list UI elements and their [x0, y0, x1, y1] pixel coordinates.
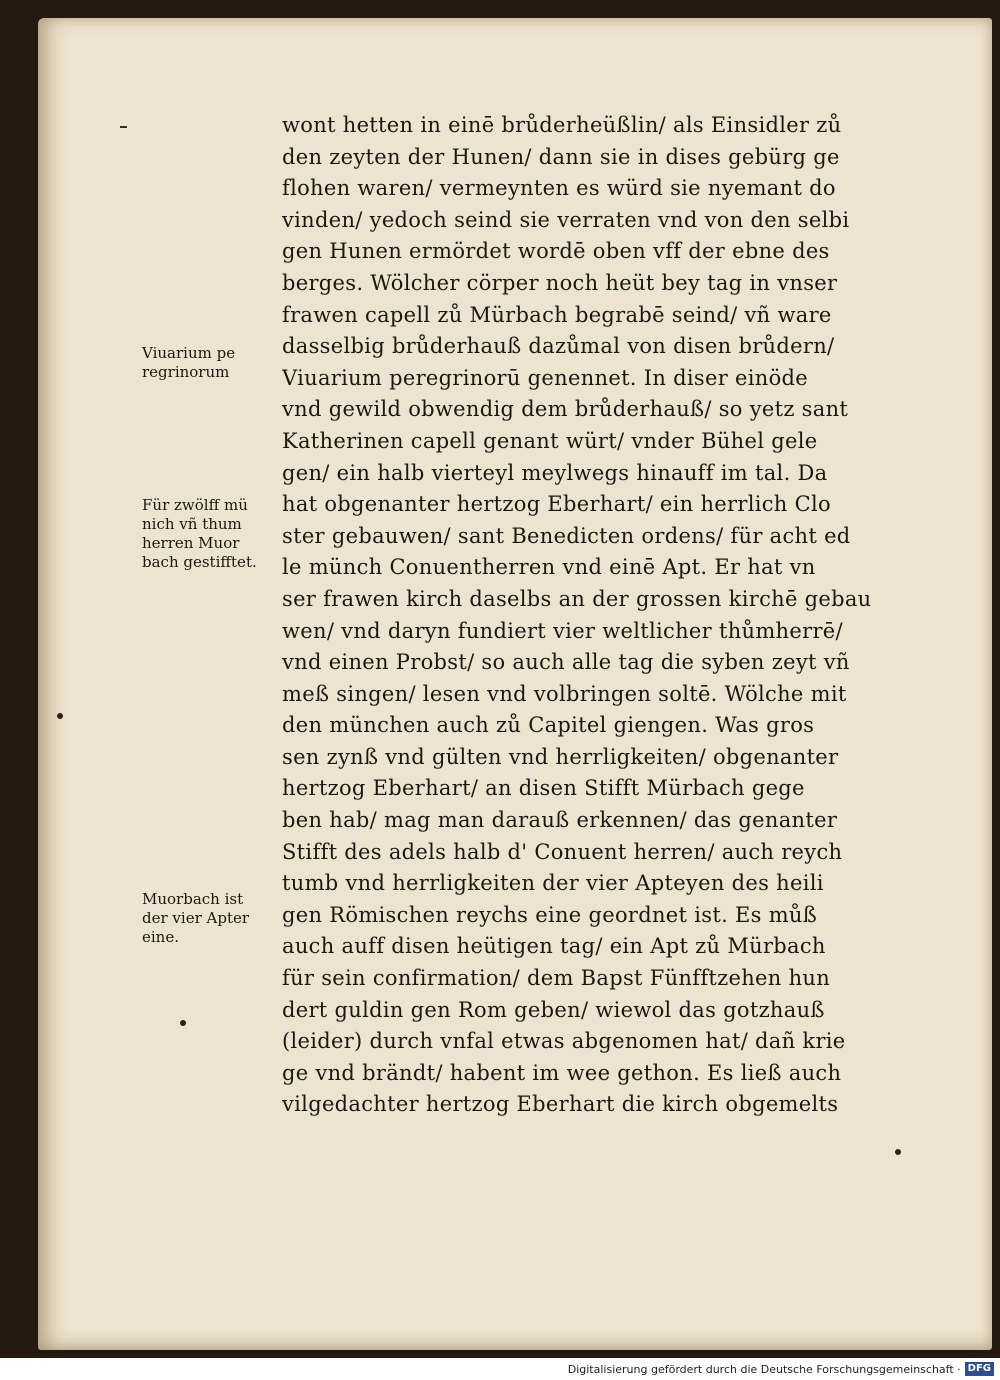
- text-line: gen Hunen ermördet wordē oben vff der ebne des: [282, 239, 830, 264]
- margin-note-line: der vier Apter: [142, 909, 250, 927]
- margin-note-line: bach gestifftet.: [142, 553, 257, 571]
- ink-spot: [57, 713, 63, 719]
- text-line: ster gebauwen/ sant Benedicten ordens/ für acht ed: [282, 523, 851, 548]
- text-line: le münch Conuentherren vnd einē Apt. Er hat vn: [282, 555, 816, 580]
- margin-note-line: eine.: [142, 928, 179, 946]
- ink-mark: [120, 126, 127, 128]
- text-line: tumb vnd herrligkeiten der vier Apteyen des heili: [282, 871, 824, 896]
- margin-note-founding: [142, 496, 282, 572]
- text-line: hertzog Eberhart/ an disen Stifft Mürbach gege: [282, 776, 805, 801]
- ink-spot: [895, 1149, 901, 1155]
- text-line: dasselbig brůderhauß dazůmal von disen brůdern/: [282, 334, 835, 359]
- text-line: ser frawen kirch daselbs an der grossen kirchē gebau: [282, 586, 872, 611]
- text-line: den zeyten der Hunen/ dann sie in dises gebürg ge: [282, 144, 840, 169]
- digitization-footer: [0, 1358, 1000, 1380]
- text-line: frawen capell zů Mürbach begrabē seind/ vñ ware: [282, 302, 832, 327]
- text-line: berges. Wölcher cörper noch heüt bey tag in vnser: [282, 270, 838, 295]
- text-line: vilgedachter hertzog Eberhart die kirch obgemelts: [282, 1092, 839, 1117]
- text-line: gen Römischen reychs eine geordnet ist. Es můß: [282, 902, 818, 927]
- ink-spot: [180, 1020, 186, 1026]
- text-line: vnd einen Probst/ so auch alle tag die syben zeyt vñ: [282, 650, 850, 675]
- margin-note-abbeys: [142, 890, 282, 947]
- dfg-logo: DFG: [965, 1362, 994, 1376]
- text-line: hat obgenanter hertzog Eberhart/ ein herrlich Clo: [282, 492, 831, 517]
- text-line: Katherinen capell genant würt/ vnder Bühel gele: [282, 428, 818, 453]
- body-text: [282, 110, 942, 1121]
- text-line: den münchen auch zů Capitel giengen. Was gros: [282, 713, 815, 738]
- margin-note-line: Muorbach ist: [142, 890, 244, 908]
- text-line: wen/ vnd daryn fundiert vier weltlicher thůmherrē/: [282, 618, 843, 643]
- text-line: flohen waren/ vermeynten es würd sie nyemant do: [282, 176, 836, 201]
- text-line: vinden/ yedoch seind sie verraten vnd von den selbi: [282, 207, 850, 232]
- text-line: Viuarium peregrinorū genennet. In diser einöde: [282, 365, 809, 390]
- margin-note-viuarium: [142, 344, 282, 382]
- text-line: ben hab/ mag man darauß erkennen/ das genanter: [282, 808, 838, 833]
- book-page: [38, 18, 992, 1350]
- text-line: sen zynß vnd gülten vnd herrligkeiten/ obgenanter: [282, 744, 839, 769]
- text-line: gen/ ein halb vierteyl meylwegs hinauff im tal. Da: [282, 460, 828, 485]
- text-line: für sein confirmation/ dem Bapst Fünfftzehen hun: [282, 966, 831, 991]
- margin-note-line: herren Muor: [142, 534, 240, 552]
- footer-credit: Digitalisierung gefördert durch die Deutsche Forschungsgemeinschaft ·: [567, 1362, 961, 1376]
- text-line: wont hetten in einē brůderheüßlin/ als Einsidler zů: [282, 113, 842, 137]
- text-line: vnd gewild obwendig dem brůderhauß/ so yetz sant: [282, 397, 849, 422]
- text-line: (leider) durch vnfal etwas abgenomen hat/ dañ krie: [282, 1029, 846, 1054]
- text-line: ge vnd brändt/ habent im wee gethon. Es ließ auch: [282, 1060, 842, 1085]
- text-line: dert guldin gen Rom geben/ wiewol das gotzhauß: [282, 997, 825, 1022]
- margin-note-line: Für zwölff mü: [142, 496, 248, 514]
- margin-note-line: nich vñ thum: [142, 515, 242, 533]
- text-line: auch auff disen heütigen tag/ ein Apt zů Mürbach: [282, 934, 826, 959]
- text-line: Stifft des adels halb d' Conuent herren/ auch reych: [282, 839, 843, 864]
- margin-note-line: Viuarium pe: [142, 344, 236, 362]
- text-line: meß singen/ lesen vnd volbringen soltē. Wölche mit: [282, 681, 847, 706]
- margin-note-line: regrinorum: [142, 363, 230, 381]
